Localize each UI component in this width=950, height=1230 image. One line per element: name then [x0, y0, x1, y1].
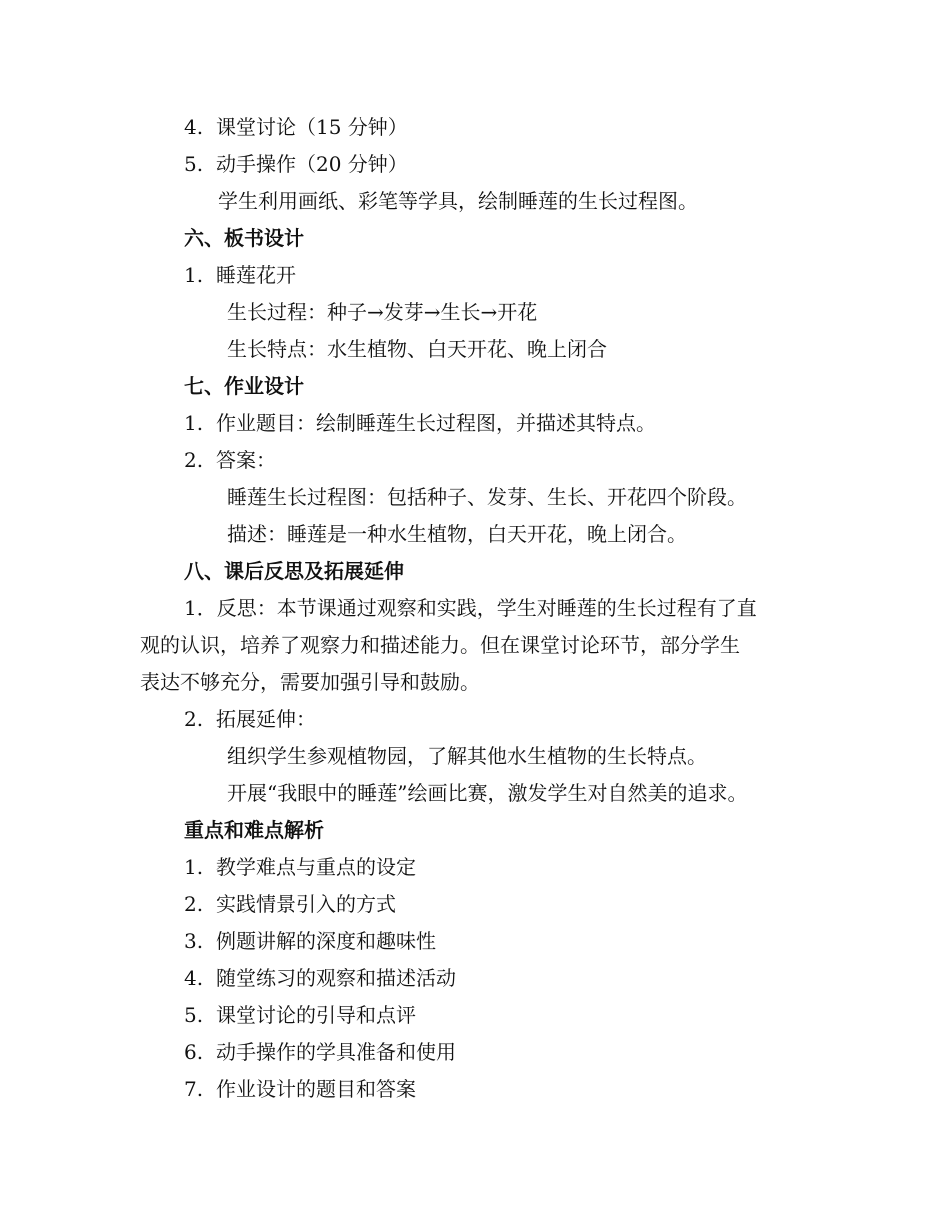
paragraph-line: 1．反思：本节课通过观察和实践，学生对睡莲的生长过程有了直	[184, 596, 757, 620]
sub-item: 睡莲生长过程图：包括种子、发芽、生长、开花四个阶段。	[227, 485, 747, 509]
section-heading: 重点和难点解析	[184, 818, 324, 842]
list-item: 3. 例题讲解的深度和趣味性	[184, 929, 436, 953]
list-item: 2. 实践情景引入的方式	[184, 892, 396, 916]
list-item: 1. 作业题目：绘制睡莲生长过程图，并描述其特点。	[184, 411, 656, 435]
paragraph-line: 表达不够充分，需要加强引导和鼓励。	[140, 670, 480, 694]
list-item: 4. 课堂讨论（15 分钟）	[184, 115, 408, 139]
list-item: 2. 答案：	[184, 448, 276, 472]
list-item: 2. 拓展延伸：	[184, 707, 316, 731]
section-heading: 七、作业设计	[184, 374, 304, 398]
sub-item: 描述：睡莲是一种水生植物，白天开花，晚上闭合。	[227, 522, 687, 546]
list-item: 7. 作业设计的题目和答案	[184, 1077, 416, 1101]
list-item: 4. 随堂练习的观察和描述活动	[184, 966, 456, 990]
paragraph: 学生利用画纸、彩笔等学具，绘制睡莲的生长过程图。	[218, 189, 698, 213]
list-item: 5. 动手操作（20 分钟）	[184, 152, 408, 176]
paragraph-line: 观的认识，培养了观察力和描述能力。但在课堂讨论环节，部分学生	[140, 633, 740, 657]
sub-item: 开展“我眼中的睡莲”绘画比赛，激发学生对自然美的追求。	[227, 781, 748, 805]
list-item: 1. 睡莲花开	[184, 263, 296, 287]
list-item: 1. 教学难点与重点的设定	[184, 855, 416, 879]
list-item: 6. 动手操作的学具准备和使用	[184, 1040, 456, 1064]
sub-item: 生长特点：水生植物、白天开花、晚上闭合	[227, 337, 607, 361]
section-heading: 八、课后反思及拓展延伸	[184, 559, 404, 583]
sub-item: 组织学生参观植物园，了解其他水生植物的生长特点。	[227, 744, 707, 768]
sub-item: 生长过程：种子→发芽→生长→开花	[227, 300, 538, 324]
section-heading: 六、板书设计	[184, 226, 304, 250]
list-item: 5. 课堂讨论的引导和点评	[184, 1003, 416, 1027]
